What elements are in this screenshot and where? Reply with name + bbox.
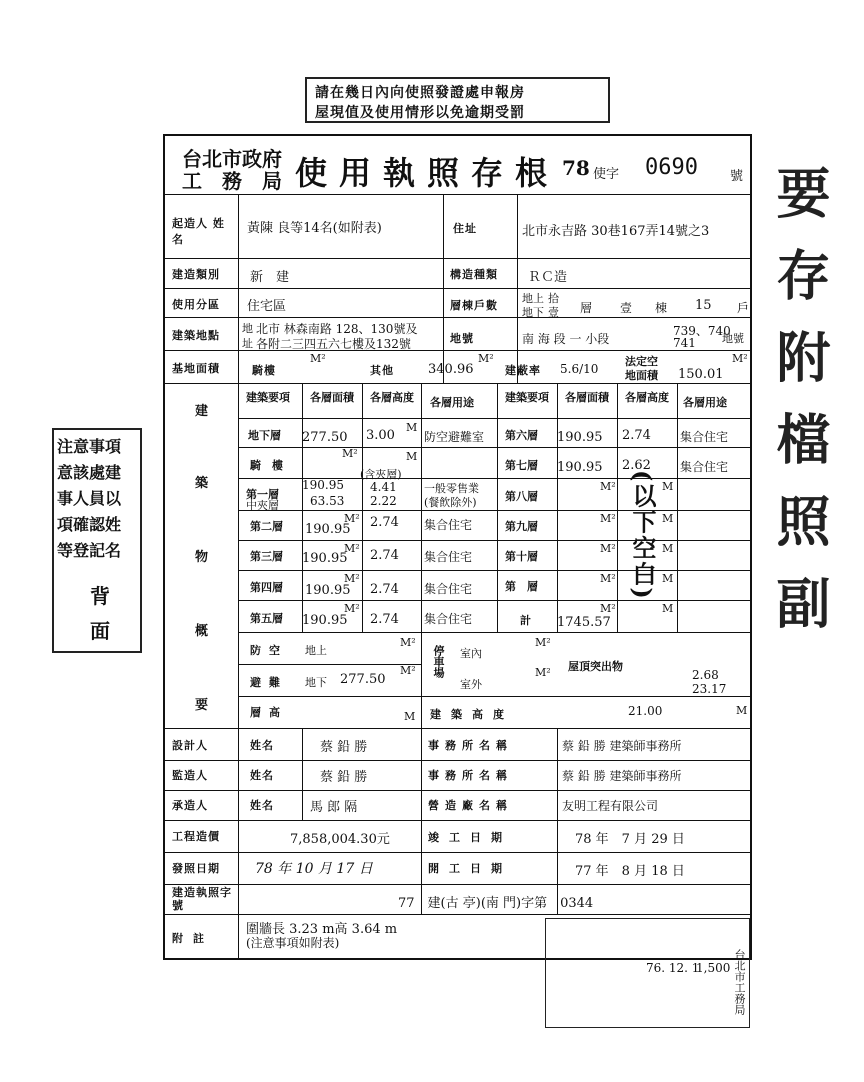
shelter-above-unit: M² <box>400 636 416 649</box>
floor-label: 騎 樓 <box>250 459 283 472</box>
unit-m: M <box>662 572 674 585</box>
side-stamp-line1: 注意事項 <box>57 437 122 456</box>
col-header-area-r: 各層面積 <box>565 391 609 404</box>
mezz-incl: (含夾層) <box>360 468 402 481</box>
rule <box>163 288 752 289</box>
unit-m2: M² <box>342 447 358 460</box>
parking-outdoor-unit: M² <box>535 666 551 679</box>
zoning-value: 住宅區 <box>247 299 287 314</box>
floors-below-n: 壹 <box>548 306 559 319</box>
unit-m2: M² <box>600 602 616 615</box>
mezz-area: 63.53 <box>310 494 345 508</box>
rule <box>617 383 618 632</box>
rule <box>163 258 752 259</box>
unit-m: M <box>406 421 418 434</box>
floor-height-r: 2.74 <box>622 428 651 443</box>
col-header-item-r: 建築要項 <box>505 391 549 404</box>
mezz-height: 2.22 <box>370 494 397 508</box>
floor-height: 2.74 <box>370 612 399 627</box>
floor-use: 集合住宅 <box>424 518 473 532</box>
overview-char: 要 <box>195 698 210 713</box>
start-value: 77 年 8 月 18 日 <box>575 864 685 879</box>
remarks-line2: (注意事項如附表) <box>246 936 340 950</box>
floor-label-r: 第六層 <box>505 429 538 442</box>
col-header-use-r: 各層用途 <box>683 396 727 409</box>
designer-label: 設計人 <box>172 739 208 752</box>
lot-nums2: 741 <box>673 336 696 350</box>
rule <box>238 540 752 541</box>
coverage-label: 建蔽率 <box>505 364 541 377</box>
shelter-label1: 防空 <box>250 644 288 657</box>
overview-char: 築 <box>195 476 210 491</box>
area-other: 其他 <box>370 364 394 377</box>
side-stamp <box>52 428 142 653</box>
floor-area: 190.95 <box>302 551 348 566</box>
rule <box>517 194 518 383</box>
rule <box>557 728 558 914</box>
side-stamp-back: 背 <box>90 584 112 608</box>
notice-line1: 請在幾日內向使照發證處申報房 <box>315 85 525 101</box>
col-header-item: 建築要項 <box>246 391 290 404</box>
rule <box>163 194 752 195</box>
floor-area-r: 190.95 <box>557 430 603 445</box>
permit-label: 建造執照字號 <box>172 886 232 912</box>
floors-label: 層棟戶數 <box>450 299 498 312</box>
floor-area-r: 1745.57 <box>557 615 611 630</box>
site-line1: 北市 林森南路 128、130號及 <box>256 322 418 336</box>
site-line2: 各附二三四五六七樓及132號 <box>256 337 411 351</box>
floor-area: 190.95 <box>302 478 344 492</box>
rule <box>238 447 752 448</box>
zoning-label: 使用分區 <box>172 298 220 311</box>
unit-m2: M² <box>600 542 616 555</box>
floor-label-r: 第十層 <box>505 550 538 563</box>
build-height: 21.00 <box>628 704 663 718</box>
floor-label-r: 第七層 <box>505 459 538 472</box>
rule <box>557 383 558 632</box>
area-arcade: 騎樓 <box>252 364 276 377</box>
designer-office-label: 事務所名稱 <box>428 739 513 752</box>
side-stamp-face: 面 <box>90 619 112 643</box>
permit-number: 0690 <box>645 155 698 180</box>
rule <box>163 317 752 318</box>
rule <box>238 570 752 571</box>
floors-households: 15 <box>695 298 712 313</box>
floor-label-r: 第九層 <box>505 520 538 533</box>
rule <box>163 914 752 915</box>
floor-label-r: 計 <box>520 614 531 627</box>
floor-use: 防空避難室 <box>424 430 485 444</box>
area-other-unit: M² <box>478 352 494 365</box>
rule <box>163 884 752 885</box>
supervisor-office-label: 事務所名稱 <box>428 769 513 782</box>
rule <box>238 194 239 960</box>
floor-area: 190.95 <box>305 522 351 537</box>
rule <box>421 383 422 728</box>
issuer-line2: 工 務 局 <box>182 169 282 193</box>
lot-unit: 地號 <box>722 332 744 345</box>
unit-m: M <box>662 512 674 525</box>
bottom-stamp-seal: 台北市工務局 <box>733 949 746 1015</box>
stories-label: 層高 <box>250 706 288 719</box>
lot-value: 南 海 段 一 小段 <box>522 332 610 346</box>
parking-indoor-unit: M² <box>535 636 551 649</box>
floor-area: 190.95 <box>302 613 348 628</box>
unit-m2: M² <box>600 512 616 525</box>
floor-use-r: 集合住宅 <box>680 430 729 444</box>
rule <box>163 790 752 791</box>
unit-m: M <box>406 450 418 463</box>
floor-area: 190.95 <box>305 583 351 598</box>
supervisor-label: 監造人 <box>172 769 208 782</box>
legal-value: 150.01 <box>678 367 724 382</box>
rule <box>497 383 498 632</box>
build-height-label: 建築高度 <box>430 708 514 721</box>
cost-label: 工程造價 <box>172 830 220 843</box>
floor-height-r: 2.62 <box>622 458 651 473</box>
floor-label: 第五層 <box>250 612 283 625</box>
col-header-height-r: 各層高度 <box>625 391 669 404</box>
build-height-unit: M <box>736 704 748 717</box>
side-stamp-line2: 意該處建 <box>57 463 122 482</box>
coverage-value: 5.6/10 <box>560 362 599 376</box>
remarks-line1: 圍牆長 3.23 m高 3.64 m <box>246 922 398 937</box>
floors-above: 地上 <box>522 292 544 305</box>
right-stamp: 要存附檔照副 <box>768 165 832 657</box>
bottom-stamp <box>545 918 750 1028</box>
designer-name: 蔡 鉛 勝 <box>320 740 368 755</box>
parking-indoor: 室內 <box>460 647 482 660</box>
rule <box>238 418 752 419</box>
notice-stamp <box>305 77 610 123</box>
contractor-name: 馬 郎 隔 <box>310 800 358 815</box>
parking-outdoor: 室外 <box>460 678 482 691</box>
site-side1: 地 <box>242 322 253 335</box>
lot-label: 地號 <box>450 332 474 345</box>
floor-use: 集合住宅 <box>424 550 473 564</box>
designer-office: 蔡 鉛 勝 建築師事務所 <box>562 739 682 753</box>
floor-area-r: 190.95 <box>557 460 603 475</box>
legal-label2: 地面積 <box>625 369 658 382</box>
unit-m2: M² <box>344 572 360 585</box>
rule <box>302 728 303 820</box>
floors-above-n: 拾 <box>548 292 559 305</box>
floor-label: 第三層 <box>250 550 283 563</box>
area-label: 基地面積 <box>172 362 220 375</box>
unit-m2: M² <box>344 542 360 555</box>
supervisor-office: 蔡 鉛 勝 建築師事務所 <box>562 769 682 783</box>
floor-label-r: 第八層 <box>505 490 538 503</box>
side-stamp-line5: 等登記名 <box>57 541 122 560</box>
cost-value: 7,858,004.30元 <box>290 832 390 847</box>
roof-label: 屋頂突出物 <box>568 660 623 673</box>
parking-label: 停車場 <box>432 645 445 678</box>
unit-m: M <box>662 602 674 615</box>
start-label: 開工日期 <box>428 862 512 875</box>
rule <box>443 194 444 383</box>
address-value: 北市永吉路 30巷167弄14號之3 <box>522 224 710 239</box>
notice-line2: 屋現值及使用情形以免逾期受罰 <box>315 105 525 121</box>
structure-label: 構造種類 <box>450 268 498 281</box>
overview-char: 建 <box>195 404 210 419</box>
structure-value: ＲＣ造 <box>528 270 568 285</box>
permit-year: 78 <box>562 156 590 180</box>
contractor-label: 承造人 <box>172 799 208 812</box>
site-label: 建築地點 <box>172 329 220 342</box>
floors-count: 壹 <box>620 301 633 315</box>
site-side2: 址 <box>242 337 253 350</box>
build-type-value: 新 建 <box>250 270 290 285</box>
shelter-label2: 避難 <box>250 676 288 689</box>
rule <box>362 383 363 632</box>
floor-height: 4.41 <box>370 480 397 494</box>
floor-label: 地下層 <box>248 429 281 442</box>
contractor-office: 友明工程有限公司 <box>562 799 659 813</box>
unit-m2: M² <box>600 480 616 493</box>
bottom-stamp-n: 1,500 <box>696 961 731 975</box>
mezz-label: 中夾層 <box>246 499 279 512</box>
roof-area: 2.68 <box>692 668 719 682</box>
roof-height: 23.17 <box>692 682 727 696</box>
complete-value: 78 年 7 月 29 日 <box>575 832 685 847</box>
bottom-stamp-date: 76. 12. 1 <box>646 961 700 975</box>
col-header-use: 各層用途 <box>430 396 474 409</box>
rule <box>163 383 752 384</box>
floor-label: 第二層 <box>250 520 283 533</box>
shelter-below-unit: M² <box>400 664 416 677</box>
contractor-office-label: 營造廠名稱 <box>428 799 513 812</box>
build-type-label: 建造類別 <box>172 268 220 281</box>
lot-nums1: 739、740 <box>673 324 731 338</box>
side-stamp-line4: 項確認姓 <box>57 515 122 534</box>
shelter-below-val: 277.50 <box>340 672 386 687</box>
permit-suffix: 號 <box>730 169 744 184</box>
owner-label: 起造人 姓名 <box>172 217 225 246</box>
side-stamp-line3: 事人員以 <box>57 489 122 508</box>
shelter-above: 地上 <box>305 644 327 657</box>
floors-floor: 層 <box>580 301 593 315</box>
mezz-use: (餐飲除外) <box>424 496 477 509</box>
supervisor-name: 蔡 鉛 勝 <box>320 770 368 785</box>
address-label: 住址 <box>453 222 477 235</box>
floor-height: 2.74 <box>370 515 399 530</box>
form-title: 使用執照存根 <box>295 154 560 192</box>
unit-m: M <box>662 542 674 555</box>
floor-label-r: 第 層 <box>505 580 538 593</box>
legal-unit: M² <box>732 352 748 365</box>
col-header-area: 各層面積 <box>310 391 354 404</box>
remarks-label: 附註 <box>172 932 214 945</box>
floor-area: 277.50 <box>302 430 348 445</box>
unit-m: M <box>662 480 674 493</box>
overview-char: 物 <box>195 550 210 565</box>
rule <box>238 696 752 697</box>
area-arcade-unit: M² <box>310 352 326 365</box>
rule <box>238 510 752 511</box>
stories-unit: M <box>404 710 416 723</box>
unit-m2: M² <box>600 572 616 585</box>
floors-unit: 戶 <box>737 301 750 315</box>
rule <box>163 820 752 821</box>
rule <box>163 728 752 729</box>
area-other-val: 340.96 <box>428 362 474 377</box>
permit-value: 77 建(古 亭)(南 門)字第 0344 <box>398 896 594 911</box>
owner-value: 黃陳 良等14名(如附表) <box>247 221 382 236</box>
legal-label1: 法定空 <box>625 355 658 368</box>
permit-char: 使字 <box>593 167 620 182</box>
issue-value: 78 年 10 月 17 日 <box>255 861 373 877</box>
overview-char: 概 <box>195 624 210 639</box>
floor-use: 一般零售業 <box>424 482 479 495</box>
rule <box>238 632 752 633</box>
floor-height: 2.74 <box>370 548 399 563</box>
floor-height: 2.74 <box>370 582 399 597</box>
floors-below: 地下 <box>522 306 544 319</box>
rule <box>163 852 752 853</box>
floor-use: 集合住宅 <box>424 582 473 596</box>
rule <box>677 383 678 632</box>
floor-label: 第四層 <box>250 581 283 594</box>
rule <box>238 600 752 601</box>
issuer-line1: 台北市政府 <box>182 147 282 171</box>
floor-height: 3.00 <box>366 428 395 443</box>
rule <box>302 383 303 632</box>
unit-m2: M² <box>344 602 360 615</box>
designer-name-label: 姓名 <box>250 739 274 752</box>
rule <box>238 664 421 665</box>
floor-use: 集合住宅 <box>424 612 473 626</box>
rule <box>421 728 422 914</box>
blank-note: (以下空白) <box>628 470 657 601</box>
floor-label: 第一層 <box>246 488 279 501</box>
contractor-name-label: 姓名 <box>250 799 274 812</box>
floor-use-r: 集合住宅 <box>680 460 729 474</box>
complete-label: 竣工日期 <box>428 831 512 844</box>
supervisor-name-label: 姓名 <box>250 769 274 782</box>
floors-building: 棟 <box>655 301 668 315</box>
unit-m2: M² <box>344 512 360 525</box>
rule <box>163 760 752 761</box>
shelter-below: 地下 <box>305 676 327 689</box>
issue-label: 發照日期 <box>172 862 220 875</box>
col-header-height: 各層高度 <box>370 391 414 404</box>
